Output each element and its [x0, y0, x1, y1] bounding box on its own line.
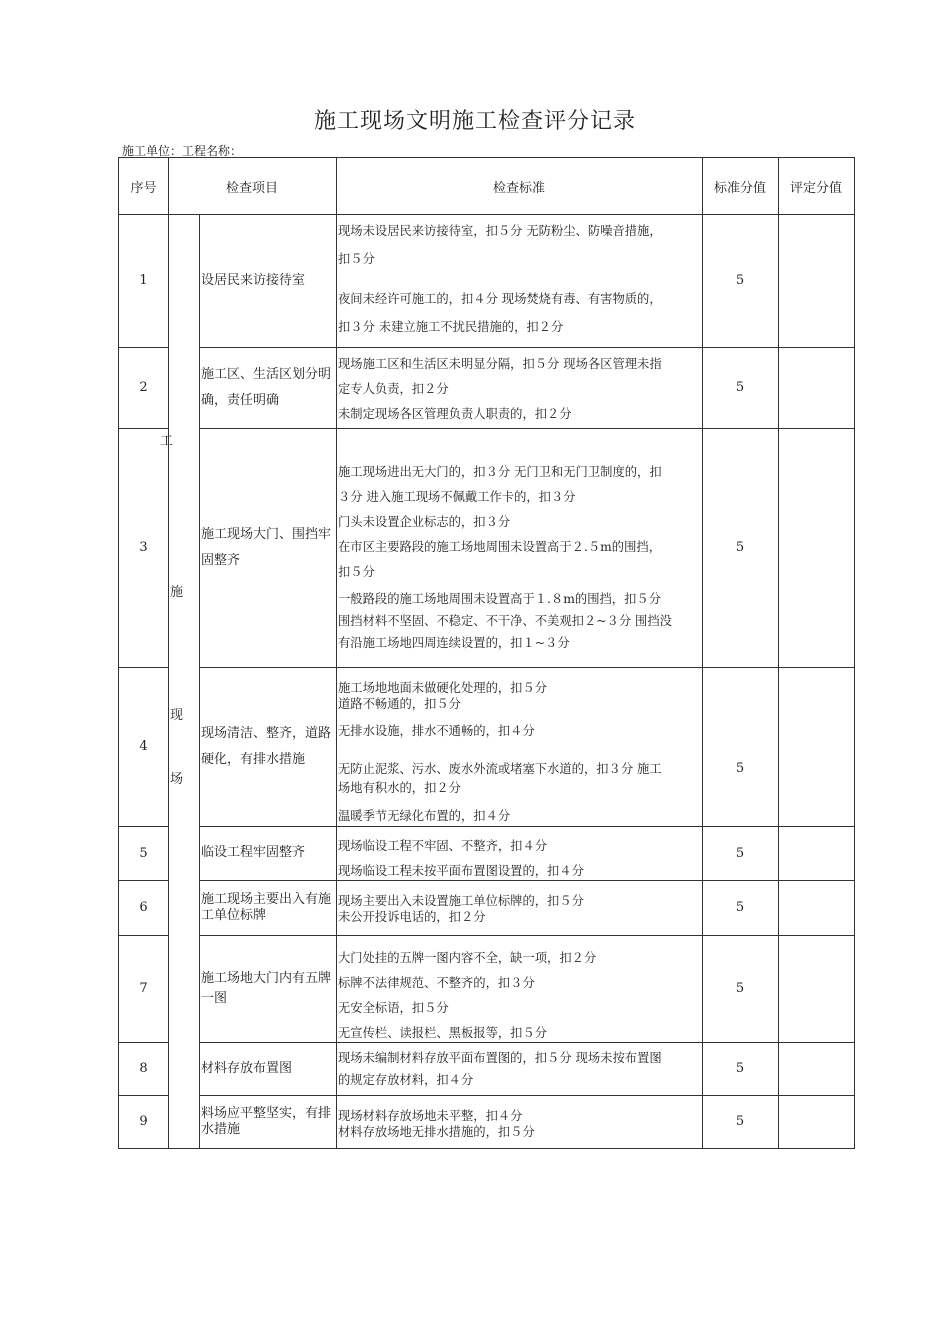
standard-line: 的规定存放材料，扣４分 — [338, 1073, 474, 1087]
standard-line: 现场未编制材料存放平面布置图的，扣５分 现场未按布置图 — [338, 1051, 662, 1065]
row-score: 5 — [735, 761, 745, 776]
row-item: 临设工程牢固整齐 — [201, 845, 306, 860]
standard-line: 在市区主要路段的施工场地周围未设置高于２.５m的围挡， — [338, 540, 661, 554]
group-label-char: 工 — [160, 434, 174, 449]
row-score: 5 — [735, 1114, 745, 1129]
standard-line: ３分 进入施工现场不佩戴工作卡的，扣３分 — [338, 490, 576, 504]
row-item: 现场清洁、整齐，道路硬化，有排水措施 — [201, 725, 332, 767]
standard-line: 施工场地地面未做硬化处理的，扣５分 — [338, 681, 548, 695]
standard-line: 材料存放场地无排水措施的，扣５分 — [338, 1125, 535, 1139]
standard-line: 标牌不法律规范、不整齐的，扣３分 — [338, 976, 535, 990]
standard-line: 场地有积水的，扣２分 — [338, 781, 461, 795]
standard-line: 夜间未经许可施工的，扣４分 现场焚烧有毒、有害物质的， — [338, 292, 662, 306]
standard-line: 定专人负责，扣２分 — [338, 382, 449, 396]
col-divider — [336, 158, 337, 1148]
standard-line: 现场未设居民来访接待室，扣５分 无防粉尘、防噪音措施， — [338, 224, 662, 238]
standard-line: 扣３分 未建立施工不扰民措施的，扣２分 — [338, 320, 564, 334]
standard-line: 围挡材料不坚固、不稳定、不干净、不美观扣２~３分 围挡没 — [338, 614, 672, 628]
row-seq: 3 — [139, 540, 148, 555]
standard-line: 大门处挂的五牌一图内容不全，缺一项，扣２分 — [338, 951, 597, 965]
row-rating[interactable] — [778, 826, 854, 880]
header-standard: 检查标准 — [492, 180, 545, 196]
row-standard — [338, 1049, 702, 1090]
standard-line: 无安全标语，扣５分 — [338, 1001, 449, 1015]
row-seq: 6 — [139, 900, 148, 915]
row-standard — [338, 893, 702, 925]
standard-line: 扣５分 — [338, 565, 375, 579]
header-seq: 序号 — [130, 180, 157, 196]
row-score: 5 — [735, 845, 745, 861]
header-item: 检查项目 — [225, 180, 278, 196]
row-rating[interactable] — [778, 347, 854, 428]
row-standard — [338, 680, 702, 826]
row-rating[interactable] — [778, 880, 854, 935]
row-standard — [338, 222, 702, 337]
group-column-mask — [169, 347, 199, 1107]
row-seq: 1 — [139, 273, 148, 288]
row-item: 材料存放布置图 — [201, 1060, 293, 1076]
row-rating[interactable] — [778, 667, 854, 826]
row-seq: 8 — [139, 1061, 148, 1076]
row-score: 5 — [735, 380, 745, 395]
row-item: 施工场地大门内有五牌一图 — [201, 970, 332, 1006]
standard-line: 一般路段的施工场地周围未设置高于１.８m的围挡，扣５分 — [338, 592, 661, 606]
row-seq: 7 — [139, 981, 148, 996]
row-standard — [338, 837, 702, 881]
standard-line: 无宣传栏、读报栏、黑板报等，扣５分 — [338, 1026, 548, 1040]
group-label-char: 施 — [170, 585, 184, 600]
standard-line: 温暖季节无绿化布置的，扣４分 — [338, 809, 511, 823]
standard-line: 未公开投诉电话的，扣２分 — [338, 910, 486, 924]
standard-line: 现场临设工程未按平面布置图设置的，扣４分 — [338, 864, 584, 878]
standard-line: 道路不畅通的，扣５分 — [338, 697, 461, 711]
row-item: 施工现场大门、围挡牢固整齐 — [201, 526, 332, 568]
row-item: 设居民来访接待室 — [201, 272, 306, 288]
score-table — [118, 157, 855, 1149]
row-item: 料场应平整坚实，有排水措施 — [201, 1105, 332, 1137]
group-label-char: 现 — [170, 708, 184, 723]
row-standard — [338, 1108, 702, 1140]
standard-line: 有沿施工场地四周连续设置的，扣１~３分 — [338, 636, 570, 650]
standard-line: 扣５分 — [338, 252, 375, 266]
row-score: 5 — [735, 981, 745, 996]
row-seq: 9 — [139, 1114, 148, 1129]
standard-line: 现场临设工程不牢固、不整齐，扣４分 — [338, 839, 548, 853]
row-rating[interactable] — [778, 935, 854, 1042]
standard-line: 施工现场进出无大门的，扣３分 无门卫和无门卫制度的，扣 — [338, 465, 662, 479]
row-rating[interactable] — [778, 214, 854, 347]
row-standard — [338, 463, 702, 653]
row-rating[interactable] — [778, 1042, 854, 1095]
row-score: 5 — [735, 273, 745, 288]
header-score: 标准分值 — [713, 180, 766, 196]
row-rating[interactable] — [778, 428, 854, 667]
row-score: 5 — [735, 540, 745, 555]
row-score: 5 — [735, 900, 745, 915]
row-standard — [338, 949, 702, 1043]
standard-line: 未制定现场各区管理负责人职责的，扣２分 — [338, 407, 572, 421]
standard-line: 现场材料存放场地未平整，扣４分 — [338, 1109, 523, 1123]
standard-line: 无排水设施，排水不通畅的，扣４分 — [338, 724, 535, 738]
standard-line: 现场主要出入未设置施工单位标牌的，扣５分 — [338, 894, 584, 908]
row-seq: 5 — [139, 845, 148, 861]
header-rating: 评定分值 — [789, 180, 842, 196]
standard-line: 无防止泥浆、污水、废水外流或堵塞下水道的，扣３分 施工 — [338, 762, 662, 776]
row-rating[interactable] — [778, 1095, 854, 1148]
unit-project-line: 施工单位：工程名称： — [122, 144, 243, 158]
row-seq: 2 — [139, 380, 148, 395]
row-score: 5 — [735, 1061, 745, 1076]
row-item: 施工现场主要出入有施工单位标牌 — [201, 891, 332, 923]
standard-line: 现场施工区和生活区未明显分隔，扣５分 现场各区管理未指 — [338, 357, 662, 371]
group-label-char: 场 — [170, 772, 184, 787]
document-title: 施工现场文明施工检查评分记录 — [313, 109, 636, 134]
row-seq: 4 — [139, 739, 148, 754]
row-item: 施工区、生活区划分明确，责任明确 — [201, 366, 332, 408]
standard-line: 门头未设置企业标志的，扣３分 — [338, 515, 511, 529]
row-standard — [338, 355, 702, 424]
